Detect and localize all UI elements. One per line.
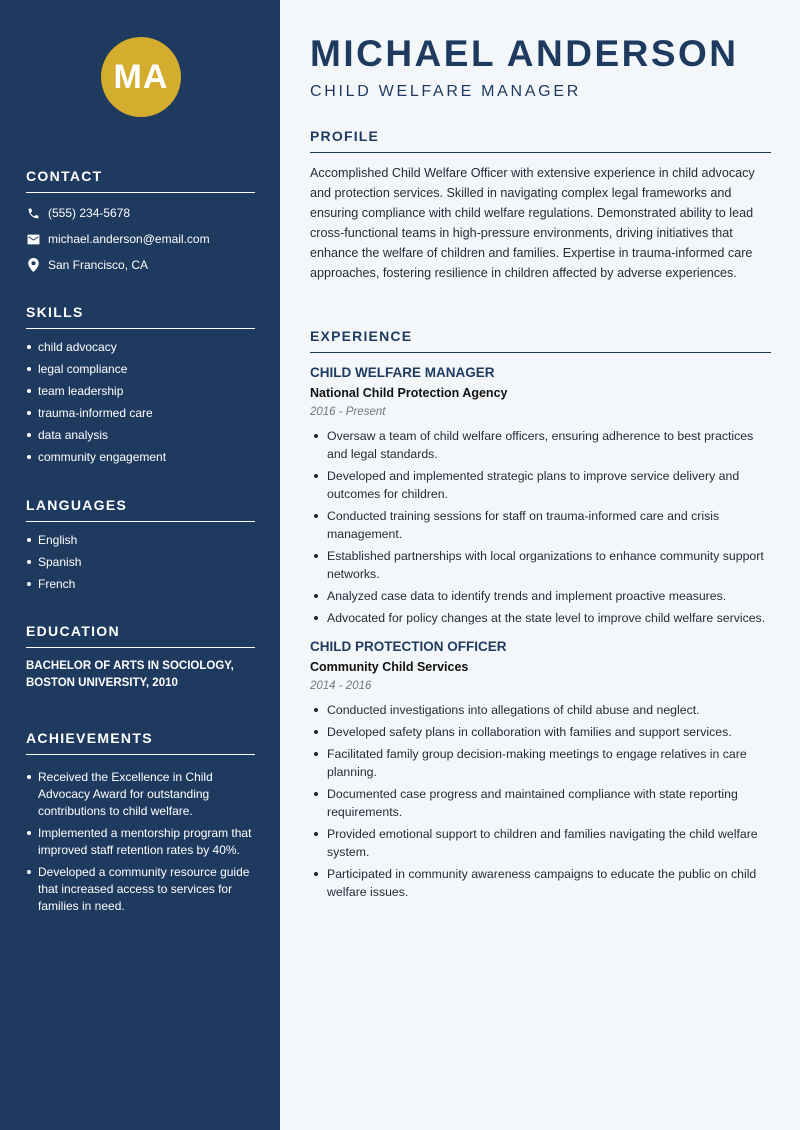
location-text: San Francisco, CA [48, 258, 149, 272]
contact-phone [26, 200, 255, 226]
job-dates: 2014 - 2016 [310, 680, 372, 692]
job-bullet: Provided emotional support to children and families navigating the child welfare system. [310, 825, 771, 861]
job-bullet: Oversaw a team of child welfare officers, ensuring adherence to best practices and legal standards. [310, 427, 771, 463]
candidate-role: CHILD WELFARE MANAGER [310, 83, 581, 100]
job-title: CHILD WELFARE MANAGER [310, 365, 495, 380]
language-item: Spanish [26, 554, 255, 570]
profile-text: Accomplished Child Welfare Officer with extensive experience in child advocacy and protection services. Skilled in navigating complex legal frameworks and ensuring compliance with child welfare regulations. Demonstrated ability to lead cross-functional teams in high-pressure environments, driving initiatives that enhance the welfare of children and families. Expertise in trauma-informed care approaches, fostering resilience in children affected by adverse experiences. [310, 166, 755, 280]
contact-location [26, 252, 255, 278]
contact-email [26, 226, 255, 252]
achievements-section [26, 730, 255, 920]
job-bullet: Developed safety plans in collaboration with families and support services. [310, 723, 771, 741]
education-degree [26, 658, 255, 692]
phone-text: (555) 234-5678 [48, 206, 131, 220]
skill-item: trauma-informed care [26, 405, 255, 421]
skill-item: team leadership [26, 383, 255, 399]
language-item: French [26, 576, 255, 592]
job-bullet: Documented case progress and maintained compliance with state reporting requirements. [310, 785, 771, 821]
job-bullet: Developed and implemented strategic plans to improve service delivery and outcomes for children. [310, 467, 771, 503]
language-item: English [26, 532, 255, 548]
avatar: MA [101, 37, 181, 117]
languages-heading: LANGUAGES [26, 497, 255, 522]
job-company: National Child Protection Agency [310, 386, 508, 400]
skills-heading: SKILLS [26, 304, 255, 329]
skills-section [26, 304, 255, 471]
job-bullets [310, 427, 771, 627]
candidate-name: MICHAEL ANDERSON [310, 33, 739, 74]
job-bullet: Facilitated family group decision-making meetings to engage relatives in care planning. [310, 745, 771, 781]
sidebar [0, 0, 280, 1130]
job-bullet: Advocated for policy changes at the state level to improve child welfare services. [310, 609, 771, 627]
job-bullet: Established partnerships with local organizations to enhance community support networks. [310, 547, 771, 583]
email-text: michael.anderson@email.com [48, 232, 210, 246]
skill-item: child advocacy [26, 339, 255, 355]
achievement-item: Implemented a mentorship program that improved staff retention rates by 40%. [26, 825, 255, 859]
education-heading: EDUCATION [26, 623, 255, 648]
languages-list [26, 532, 255, 592]
contact-heading: CONTACT [26, 168, 255, 193]
job-company: Community Child Services [310, 660, 469, 674]
skill-item: community engagement [26, 449, 255, 465]
job-bullet: Conducted training sessions for staff on trauma-informed care and crisis management. [310, 507, 771, 543]
education-line-2: BOSTON UNIVERSITY, 2010 [26, 677, 178, 689]
achievement-item: Developed a community resource guide that increased access to services for families in need. [26, 864, 255, 915]
profile-section [310, 128, 771, 283]
skill-item: data analysis [26, 427, 255, 443]
achievement-item: Received the Excellence in Child Advocacy Award for outstanding contributions to child welfare. [26, 769, 255, 820]
skills-list [26, 339, 255, 465]
mail-icon [26, 232, 40, 246]
achievements-heading: ACHIEVEMENTS [26, 730, 255, 755]
achievements-list [26, 769, 255, 915]
job-entry [310, 639, 771, 901]
job-title: CHILD PROTECTION OFFICER [310, 639, 507, 654]
job-bullet: Analyzed case data to identify trends and implement proactive measures. [310, 587, 771, 605]
profile-heading: PROFILE [310, 128, 771, 153]
job-entry [310, 365, 771, 627]
contact-section [26, 168, 255, 278]
job-bullet: Participated in community awareness campaigns to educate the public on child welfare issues. [310, 865, 771, 901]
location-pin-icon [26, 258, 40, 272]
job-dates: 2016 - Present [310, 406, 386, 418]
job-bullets [310, 701, 771, 901]
experience-heading: EXPERIENCE [310, 328, 771, 353]
languages-section [26, 497, 255, 598]
phone-icon [26, 206, 40, 220]
education-section [26, 623, 255, 692]
skill-item: legal compliance [26, 361, 255, 377]
education-line-1: BACHELOR OF ARTS IN SOCIOLOGY, [26, 660, 234, 672]
job-bullet: Conducted investigations into allegations of child abuse and neglect. [310, 701, 771, 719]
experience-section [310, 328, 771, 905]
